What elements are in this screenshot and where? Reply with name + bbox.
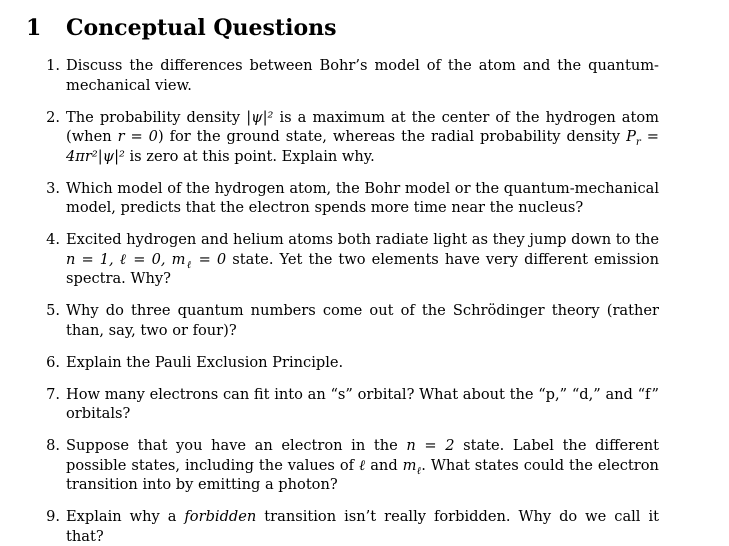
- math-subscript: ℓ: [185, 259, 193, 271]
- question-number: 8.: [46, 437, 60, 454]
- question-text-part: state. Yet the two elements have very different emission spectra. Why?: [66, 250, 659, 287]
- math-subscript: ℓ: [416, 465, 422, 477]
- question-text-part: Suppose that you have an electron in the: [66, 437, 407, 454]
- emphasized-word: forbidden: [184, 508, 257, 525]
- question-text-part: ) for the ground state, whereas the radial probability density: [157, 128, 627, 145]
- math-expression: n = 1, ℓ = 0, m: [66, 250, 186, 268]
- question-text: Explain the Pauli Exclusion Principle.: [66, 353, 344, 371]
- question-number: 6.: [46, 353, 60, 371]
- math-expression: m: [402, 456, 417, 474]
- question-number: 3.: [46, 179, 60, 197]
- math-subscript: r: [635, 136, 641, 148]
- question-1: [26, 56, 705, 95]
- section-title: Conceptual Questions: [66, 15, 337, 41]
- question-7: [26, 385, 705, 424]
- question-list: [26, 56, 705, 546]
- question-text-part: transition isn’t really forbidden. Why do we call it that?: [66, 508, 659, 545]
- question-number: 2.: [46, 108, 60, 126]
- question-text-part: Explain why a: [66, 508, 185, 525]
- question-6: [26, 353, 705, 373]
- question-text-part: and: [365, 456, 403, 474]
- question-text: [66, 108, 705, 167]
- question-number: 4.: [46, 231, 60, 248]
- question-5: [26, 301, 705, 340]
- question-text-part: is a maximum at the center of the hydrogen atom (when: [66, 108, 659, 145]
- question-2: [26, 108, 705, 167]
- question-3: [26, 179, 705, 218]
- question-number: 1.: [46, 57, 60, 74]
- question-text: [66, 436, 705, 495]
- question-text: Discuss the differences between Bohr’s model of the atom and the quantum-mechanical view.: [66, 57, 659, 94]
- math-expression: P: [626, 128, 636, 145]
- math-expression: r = 0: [117, 128, 158, 145]
- question-number: 9.: [46, 508, 60, 525]
- question-text: [66, 507, 705, 546]
- math-expression: n = 2: [406, 437, 455, 454]
- question-8: [26, 436, 705, 495]
- question-text: [66, 230, 705, 289]
- question-text-part: The probability density: [66, 108, 247, 126]
- question-4: [26, 230, 705, 289]
- math-expression: ℓ: [358, 456, 366, 474]
- question-text: Which model of the hydrogen atom, the Bohr model or the quantum-mechanical model, predicts that the electron spends more time near the nucleus?: [66, 179, 659, 216]
- section-heading: [26, 14, 705, 42]
- math-expression: = 0: [192, 250, 227, 268]
- question-9: [26, 507, 705, 546]
- section-number: 1: [26, 15, 42, 41]
- question-text-part: . What states could the electron transition into by emitting a photon?: [66, 456, 659, 493]
- question-text-part: is zero at this point. Explain why.: [124, 147, 375, 165]
- question-number: 7.: [46, 385, 60, 403]
- question-number: 5.: [46, 302, 60, 319]
- math-expression: = 4πr²|ψ|²: [66, 128, 659, 165]
- question-text-part: state. Label the different possible states, including the values of: [66, 437, 659, 474]
- question-text-part: Excited hydrogen and helium atoms both radiate light as they jump down to the: [66, 231, 659, 248]
- question-text: Why do three quantum numbers come out of the Schrödinger theory (rather than, say, two or four)?: [66, 302, 659, 339]
- math-expression: |ψ|²: [246, 108, 274, 126]
- question-text: How many electrons can fit into an “s” orbital? What about the “p,” “d,” and “f” orbitals?: [66, 385, 659, 422]
